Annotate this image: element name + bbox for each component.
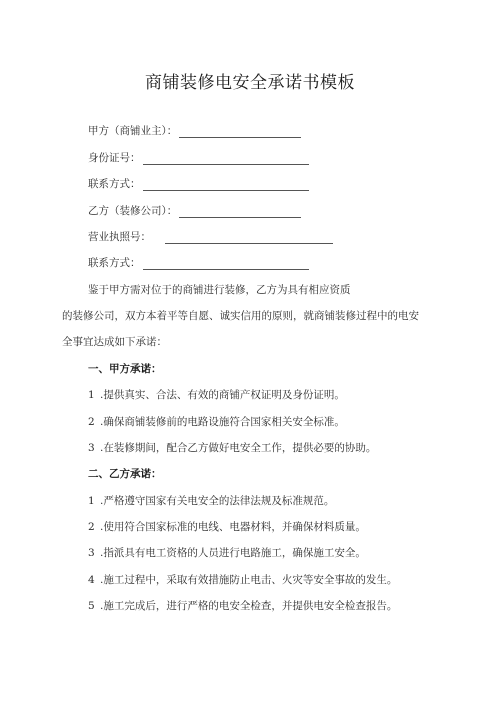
item-text: .施工过程中，采取有效措施防止电击、火灾等安全事故的发生。: [100, 574, 398, 586]
field-label: 乙方（装修公司）：: [88, 205, 178, 217]
field-contact-a: [88, 177, 309, 191]
fill-in-blank[interactable]: [179, 207, 301, 218]
item-number: 2: [88, 521, 95, 533]
item-text: .在装修期间，配合乙方做好电安全工作，提供必要的协助。: [100, 442, 377, 454]
item-text: .指派具有电工资格的人员进行电路施工，确保施工安全。: [100, 547, 366, 559]
item-text: .提供真实、合法、有效的商铺产权证明及身份证明。: [100, 389, 345, 401]
field-label: 联系方式：: [88, 257, 141, 269]
field-label: 身份证号：: [88, 152, 141, 164]
fill-in-blank[interactable]: [179, 127, 301, 138]
list-item: [88, 388, 345, 402]
item-number: 3: [88, 442, 95, 454]
item-text: .确保商铺装修前的电路设施符合国家相关安全标准。: [100, 416, 345, 428]
section-heading-party-a: 一、甲方承诺：: [88, 363, 162, 375]
field-license-number: [88, 230, 333, 244]
item-text: .使用符合国家标准的电线、电器材料，并确保材料质量。: [100, 521, 366, 533]
item-text: .施工完成后，进行严格的电安全检查，并提供电安全检查报告。: [100, 600, 398, 612]
fill-in-blank[interactable]: [143, 180, 309, 191]
fill-in-blank[interactable]: [165, 233, 333, 244]
field-party-a: [88, 124, 301, 138]
fill-in-blank[interactable]: [143, 259, 309, 270]
item-number: 1: [88, 495, 95, 507]
field-label: 甲方（商铺业主）：: [88, 125, 178, 137]
list-item: [88, 520, 366, 534]
intro-line: 的装修公司，双方本着平等自愿、诚实信用的原则，就商铺装修过程中的电安: [62, 310, 419, 322]
item-number: 2: [88, 416, 95, 428]
field-label: 营业执照号：: [88, 231, 151, 243]
intro-line: 鉴于甲方需对位于的商铺进行装修，乙方为具有相应资质: [88, 284, 351, 296]
fill-in-blank[interactable]: [143, 154, 309, 165]
item-number: 4: [88, 574, 95, 586]
field-id-number: [88, 151, 309, 165]
section-heading-party-b: 二、乙方承诺：: [88, 468, 162, 480]
item-number: 5: [88, 600, 95, 612]
list-item: [88, 573, 397, 587]
list-item: [88, 599, 397, 613]
document-title: 商铺装修电安全承诺书模板: [145, 73, 355, 93]
list-item: [88, 546, 366, 560]
list-item: [88, 441, 376, 455]
field-contact-b: [88, 256, 309, 270]
item-number: 3: [88, 547, 95, 559]
list-item: [88, 494, 334, 508]
item-text: .严格遵守国家有关电安全的法律法规及标准规范。: [100, 495, 335, 507]
intro-line: 全事宜达成如下承诺：: [62, 336, 167, 348]
field-party-b: [88, 204, 301, 218]
item-number: 1: [88, 389, 95, 401]
field-label: 联系方式：: [88, 178, 141, 190]
list-item: [88, 415, 345, 429]
